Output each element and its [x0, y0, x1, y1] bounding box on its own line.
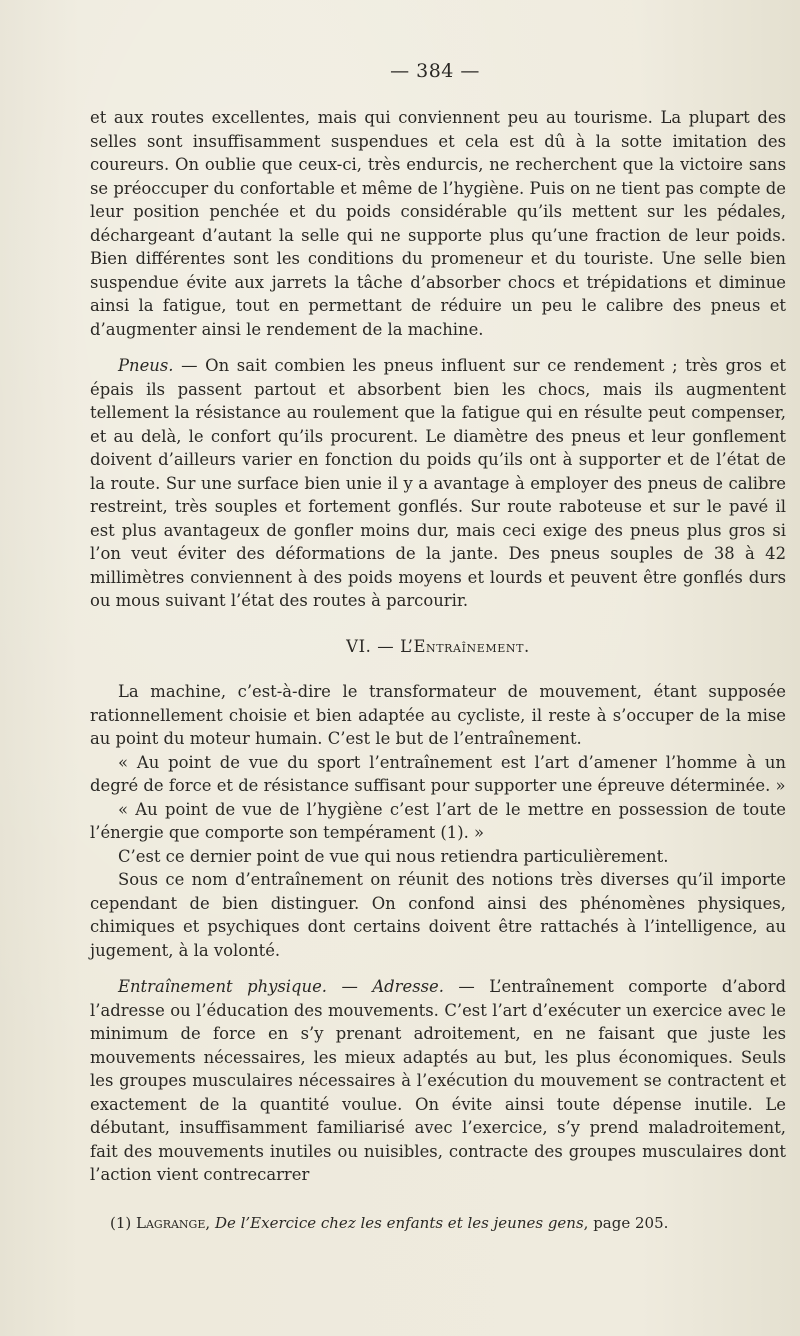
footnote-marker: (1)	[110, 1214, 137, 1232]
footnote-author: Lagrange	[136, 1214, 206, 1232]
section-heading	[90, 635, 786, 659]
tires-lead: Pneus.	[118, 356, 174, 375]
footnote-title: De l’Exercice chez les enfants et les jeunes gens	[214, 1214, 584, 1232]
page-number: — 384 —	[390, 60, 480, 82]
paragraph-machine: La machine, c’est-à-dire le transformateur de mouvement, étant supposée rationnellement choisie et bien adaptée au cycliste, il reste à s’occuper de la mise au point du moteur humain. C’est le but de l’entraînement.	[90, 682, 786, 748]
physical-training-lead: Entraînement physique. — Adresse.	[118, 977, 444, 996]
paragraph-sport-quote: « Au point de vue du sport l’entraînement est l’art d’amener l’homme à un degré de force et de résistance suffisant pour supporter une épreuve déterminée. »	[90, 752, 786, 795]
paragraph-tires	[90, 354, 786, 613]
section-title: L’Entraînement.	[400, 636, 530, 656]
tires-text: — On sait combien les pneus influent sur ce rendement ; très gros et épais ils passent partout et absorbent bien les chocs, mais ils augmentent tellement la résistance au roulement que la fatigue qui en résulte peut compenser, et au delà, le confort qu’ils procurent. Le diamètre des pneus et leur gonflement doivent d’ailleurs varier en fonction du poids qu’ils ont à supporter et de l’état de la route. Sur une surface bien unie il y a avantage à employer des pneus de calibre restreint, très souples et fortement gonflés. Sur route raboteuse et sur le pavé il est plus avantageux de gonfler moins dur, mais ceci exige des pneus plus gros si l’on veut éviter des déformations de la jante. Des pneus souples de 38 à 42 millimètres conviennent à des poids moyens et lourds et peuvent être gonflés durs ou mous suivant l’état des routes à parcourir.	[90, 356, 786, 610]
paragraph-hygiene-quote: « Au point de vue de l’hygiène c’est l’art de le mettre en possession de toute l’énergie que comporte son tempérament (1). »	[90, 799, 786, 842]
body-text	[90, 106, 786, 1187]
physical-training-text: — L’entraînement comporte d’abord l’adresse ou l’éducation des mouvements. C’est l’art d’exécuter un exercice avec le minimum de force en s’y prenant adroitement, en ne faisant que juste les mouvements nécessaires, les mieux adaptés au but, les plus économiques. Seuls les groupes musculaires nécessaires à l’exécution du mouvement se contractent et exactement de la quantité voulue. On évite ainsi toute dépense inutile. Le débutant, insuffisamment familiarisé avec l’exercice, s’y prend maladroitement, fait des mouvements inutiles ou nuisibles, contracte des groupes musculaires dont l’action vient contrecarrer	[90, 977, 786, 1184]
footnote-page: , page 205.	[583, 1214, 669, 1232]
paragraph-saddles: et aux routes excellentes, mais qui conviennent peu au tourisme. La plupart des selles sont insuffisamment suspendues et cela est dû à la sotte imitation des coureurs. On oublie que ceux-ci, très endurcis, ne recherchent que la victoire sans se préoccuper du confortable et même de l’hygiène. Puis on ne tient pas compte de leur position penchée et du poids considérable qu’ils mettent sur les pédales, déchargeant d’autant la selle qui ne supporte plus qu’une fraction de leur poids. Bien différentes sont les conditions du promeneur et du touriste. Une selle bien suspendue évite aux jarrets la tâche d’absorber chocs et trépidations et diminue ainsi la fatigue, tout en permettant de réduire un peu le calibre des pneus et d’augmenter ainsi le rendement de la machine.	[90, 108, 786, 339]
paragraph-physical-training	[90, 975, 786, 1187]
paragraph-notions: Sous ce nom d’entraînement on réunit des notions très diverses qu’il importe cependant de bien distinguer. On confond ainsi des phénomènes physiques, chimiques et psychiques dont certains doivent être rattachés à l’intelligence, au jugement, à la volonté.	[90, 870, 786, 960]
paragraph-point-of-view: C’est ce dernier point de vue qui nous retiendra particulièrement.	[118, 846, 669, 866]
footnote-sep: ,	[205, 1214, 215, 1232]
footnote	[110, 1213, 786, 1233]
section-number: VI. —	[346, 636, 401, 656]
